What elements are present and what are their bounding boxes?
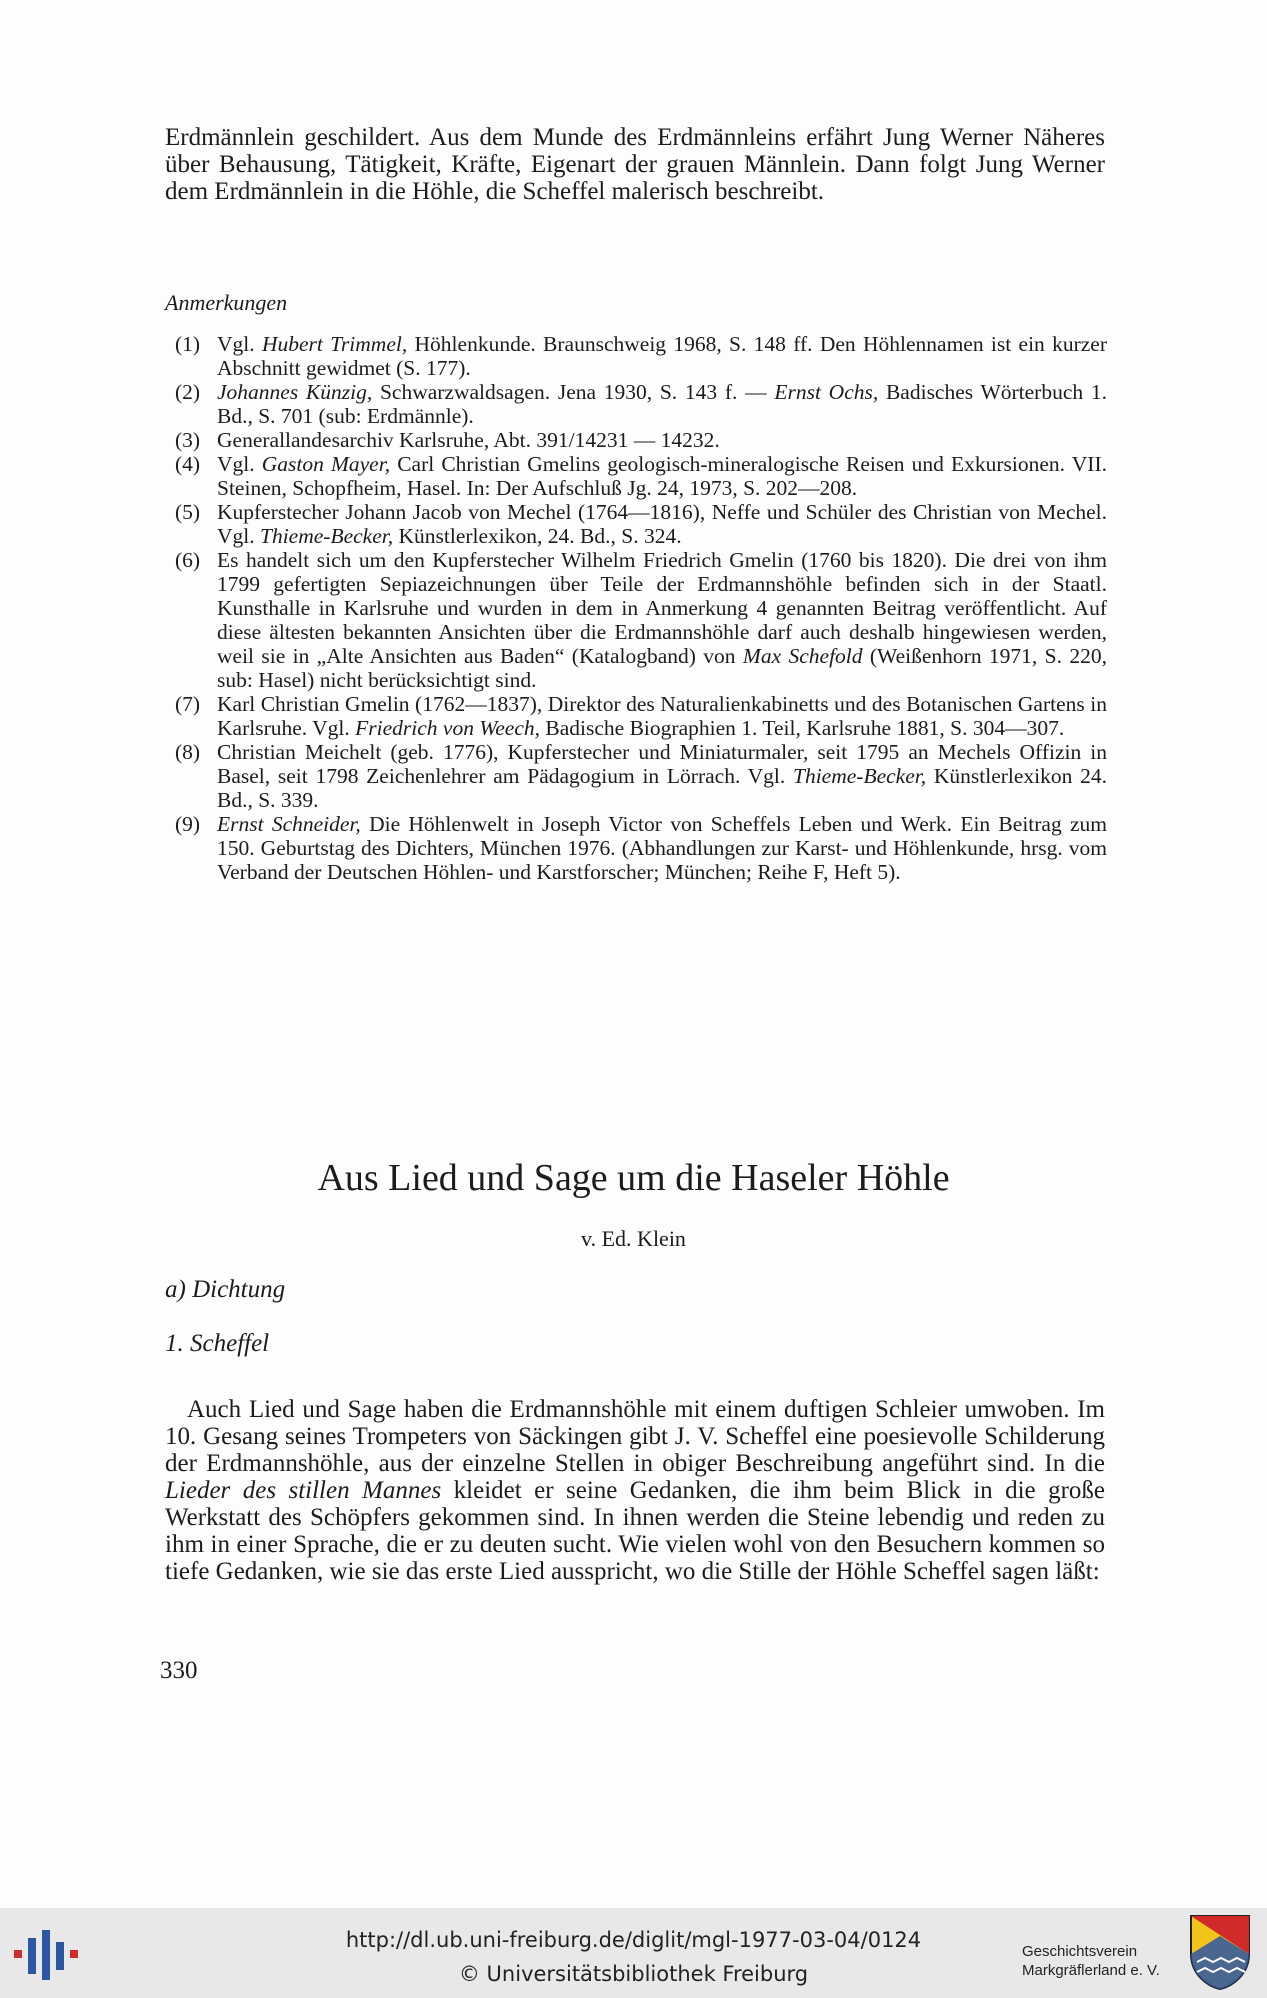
viewer-footer <box>0 1908 1267 1998</box>
note-number: (9) <box>175 812 201 836</box>
note-item <box>165 332 1107 380</box>
society-name: Geschichtsverein Markgräflerland e. V. <box>1022 1943 1160 1979</box>
section-heading-a: a) Dichtung <box>165 1276 286 1303</box>
note-number: (2) <box>175 380 201 404</box>
notes-heading: Anmerkungen <box>165 290 288 315</box>
note-number: (6) <box>175 548 201 572</box>
section-heading-1: 1. Scheffel <box>165 1330 270 1357</box>
note-text: Kupferstecher Johann Jacob von Mechel (1764—1816), Neffe und Schüler des Christian von Mechel. Vgl. Thieme-Becker, Künstlerlexikon, 24. Bd., S. 324. <box>217 500 1107 548</box>
note-item <box>165 692 1107 740</box>
notes-list <box>165 332 1107 884</box>
note-item <box>165 548 1107 692</box>
article-author: v. Ed. Klein <box>581 1226 686 1251</box>
note-number: (5) <box>175 500 201 524</box>
page-number: 330 <box>160 1657 198 1684</box>
note-number: (8) <box>175 740 201 764</box>
note-number: (7) <box>175 692 201 716</box>
permalink-url[interactable]: http://dl.ub.uni-freiburg.de/diglit/mgl-1977-03-04/0124 <box>345 1928 922 1952</box>
note-text: Johannes Künzig, Schwarzwaldsagen. Jena 1930, S. 143 f. — Ernst Ochs, Badisches Wörterbuch 1. Bd., S. 701 (sub: Erdmännle). <box>217 380 1107 428</box>
note-item <box>165 428 1107 452</box>
article-body-paragraph: Auch Lied und Sage haben die Erdmannshöhle mit einem duftigen Schleier umwoben. Im 10. Gesang seines Trompeters von Säckingen gibt J. V. Scheffel eine poesievolle Schilderung der Erdmannshöhle, aus der einzelne Stellen in obiger Beschreibung angeführt sind. In die Lieder des stillen Mannes kleidet er seine Gedanken, die ihm beim Blick in die große Werkstatt des Schöpfers gekommen sind. In ihnen werden die Steine lebendig und reden zu ihm in einer Sprache, die er zu deuten sucht. Wie vielen wohl von den Besuchern kommen so tiefe Gedanken, wie sie das erste Lied ausspricht, wo die Stille der Höhle Scheffel sagen läßt: <box>165 1396 1106 1585</box>
note-text: Vgl. Gaston Mayer, Carl Christian Gmelins geologisch-mineralogische Reisen und Exkursionen. VII. Steinen, Schopfheim, Hasel. In: Der Aufschluß Jg. 24, 1973, S. 202—208. <box>217 452 1107 500</box>
note-number: (4) <box>175 452 201 476</box>
coat-of-arms-icon <box>1189 1914 1251 1990</box>
note-item <box>165 812 1107 884</box>
note-item <box>165 380 1107 428</box>
note-text: Ernst Schneider, Die Höhlenwelt in Joseph Victor von Scheffels Leben und Werk. Ein Beitrag zum 150. Geburtstag des Dichters, München 1976. (Abhandlungen zur Karst- und Höhlenkunde, hrsg. vom Verband der Deutschen Höhlen- und Karstforscher; München; Reihe F, Heft 5). <box>217 812 1107 884</box>
note-text: Vgl. Hubert Trimmel, Höhlenkunde. Braunschweig 1968, S. 148 ff. Den Höhlennamen ist ein kurzer Abschnitt gewidmet (S. 177). <box>217 332 1108 380</box>
note-item <box>165 452 1107 500</box>
note-number: (1) <box>175 332 201 356</box>
note-text: Christian Meichelt (geb. 1776), Kupferstecher und Miniaturmaler, seit 1795 an Mechels Offizin in Basel, seit 1798 Zeichenlehrer am Pädagogium in Lörrach. Vgl. Thieme-Becker, Künstlerlexikon 24. Bd., S. 339. <box>217 740 1107 812</box>
note-text: Karl Christian Gmelin (1762—1837), Direktor des Naturalienkabinetts und des Botanischen Gartens in Karlsruhe. Vgl. Friedrich von Weech, Badische Biographien 1. Teil, Karlsruhe 1881, S. 304—307. <box>217 692 1107 740</box>
note-item <box>165 500 1107 548</box>
note-text: Es handelt sich um den Kupferstecher Wilhelm Friedrich Gmelin (1760 bis 1820). Die drei von ihm 1799 gefertigten Sepiazeichnungen über Teile der Erdmannshöhle befinden sich in der Staatl. Kunsthalle in Karlsruhe und wurden in dem in Anmerkung 4 genannten Beitrag veröffentlicht. Auf diese ältesten bekannten Ansichten über die Erdmannshöhle darf auch deshalb hingewiesen werden, weil sie in „Alte Ansichten aus Baden“ (Katalogband) von Max Schefold (Weißenhorn 1971, S. 220, sub: Hasel) nicht berücksichtigt sind. <box>217 548 1107 692</box>
intro-paragraph: Erdmännlein geschildert. Aus dem Munde des Erdmännleins erfährt Jung Werner Näheres über Behausung, Tätigkeit, Kräfte, Eigenart der grauen Männlein. Dann folgt Jung Werner dem Erdmännlein in die Höhle, die Scheffel malerisch beschreibt. <box>165 124 1105 205</box>
copyright-notice: © Universitätsbibliothek Freiburg <box>458 1962 809 1986</box>
note-item <box>165 740 1107 812</box>
article-title: Aus Lied und Sage um die Haseler Höhle <box>317 1157 950 1199</box>
note-text: Generallandesarchiv Karlsruhe, Abt. 391/14231 — 14232. <box>217 428 720 452</box>
note-number: (3) <box>175 428 201 452</box>
